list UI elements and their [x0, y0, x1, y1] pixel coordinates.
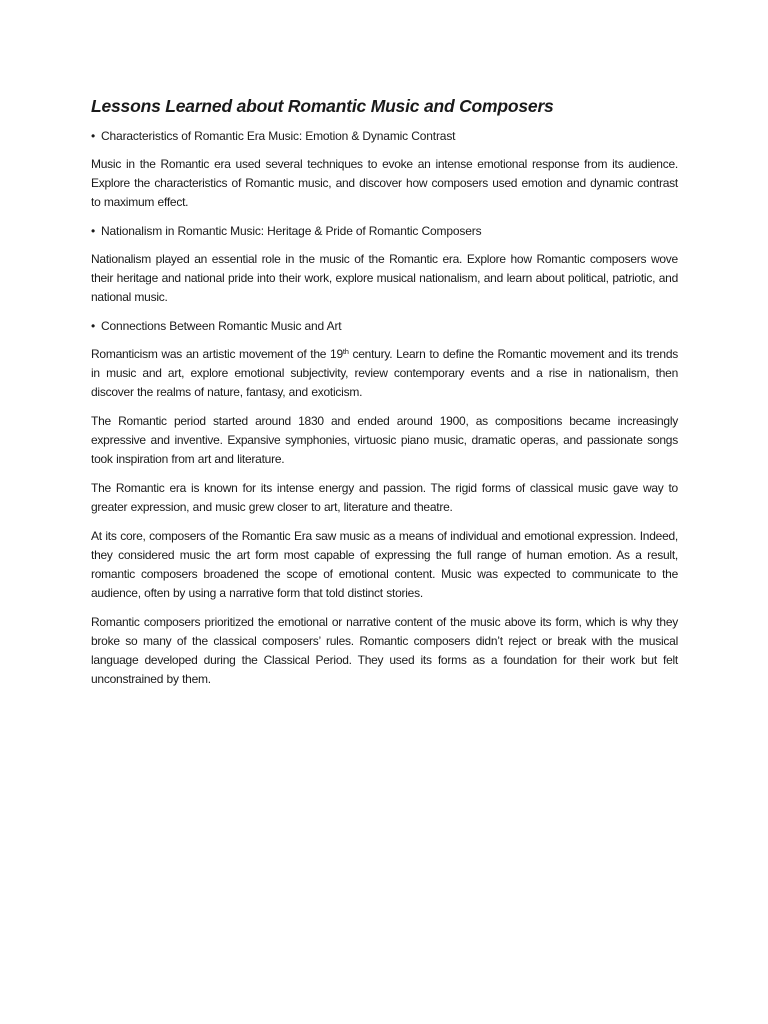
- paragraph-romanticism: [91, 345, 678, 402]
- section-heading-text: Nationalism in Romantic Music: Heritage & Pride of Romantic Composers: [101, 224, 482, 238]
- paragraph-core: At its core, composers of the Romantic Era saw music as a means of individual and emotional expression. Indeed, they considered music the art form most capable of expressing the full range of human emotion. As a result, romantic composers broadened the scope of emotional content. Music was expected to communicate to the audience, often by using a narrative form that told distinct stories.: [91, 529, 678, 600]
- section-heading-connections: [91, 317, 678, 335]
- section-heading-nationalism: [91, 222, 678, 240]
- paragraph-nationalism: Nationalism played an essential role in the music of the Romantic era. Explore how Romantic composers wove their heritage and national pride into their work, explore musical nationalism, and learn about political, patriotic, and national music.: [91, 252, 678, 304]
- section-heading-characteristics: [91, 127, 678, 145]
- paragraph-text: century. Learn to define the Romantic movement and its trends in music and art, explore emotional subjectivity, review contemporary events and a rise in nationalism, then discover the realms of nature, fantasy, and exoticism.: [91, 347, 678, 399]
- paragraph-text: Romanticism was an artistic movement of the 19: [91, 347, 343, 361]
- paragraph-prioritized: Romantic composers prioritized the emotional or narrative content of the music above its form, which is why they broke so many of the classical composers’ rules. Romantic composers didn’t reject or break with the musical language developed during the Classical Period. They used its forms as a foundation for their work but felt unconstrained by them.: [91, 615, 678, 686]
- document-title: Lessons Learned about Romantic Music and Composers: [91, 96, 554, 116]
- section-heading-text: Connections Between Romantic Music and Art: [101, 319, 342, 333]
- paragraph-romantic-era: The Romantic era is known for its intense energy and passion. The rigid forms of classical music gave way to greater expression, and music grew closer to art, literature and theatre.: [91, 481, 678, 514]
- bullet-icon: •: [91, 129, 96, 143]
- section-heading-text: Characteristics of Romantic Era Music: Emotion & Dynamic Contrast: [101, 129, 456, 143]
- paragraph-romantic-period: The Romantic period started around 1830 and ended around 1900, as compositions became increasingly expressive and inventive. Expansive symphonies, virtuosic piano music, dramatic operas, and passionate songs took inspiration from art and literature.: [91, 414, 678, 466]
- superscript: th: [342, 347, 349, 356]
- bullet-icon: •: [91, 224, 96, 238]
- paragraph-characteristics: Music in the Romantic era used several techniques to evoke an intense emotional response from its audience. Explore the characteristics of Romantic music, and discover how composers used emotion and dynamic contrast to maximum effect.: [91, 157, 678, 209]
- bullet-icon: •: [91, 319, 96, 333]
